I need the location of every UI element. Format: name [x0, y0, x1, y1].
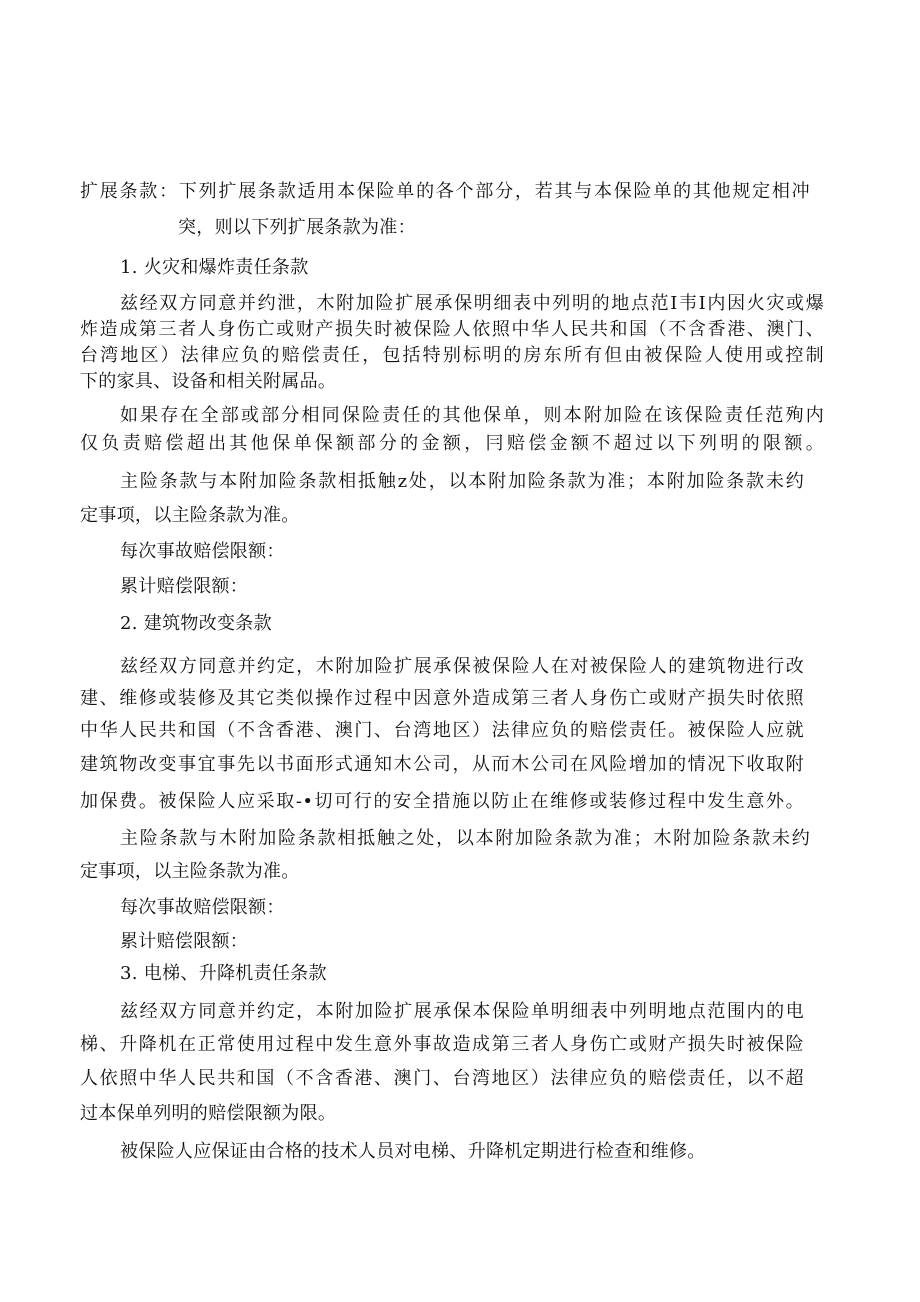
- limit-aggregate: 累计赔偿限额：: [120, 931, 249, 952]
- paragraph-line: 兹经双方同意并约泄，木附加险扩展承保明细表中列明的地点范I韦I内因火灾或爆: [120, 293, 824, 314]
- paragraph-line: 定事项，以主险条款为准。: [80, 505, 300, 526]
- paragraph-line: 加保费。被保险人应采取-•切可行的安全措施以防止在维修或装修过程中发生意外。: [80, 791, 804, 812]
- intro-line-1: 扩展条款：下列扩展条款适用本保险单的各个部分，若其与本保险单的其他规定相冲: [80, 181, 810, 202]
- intro-line-2: 突，则以下列扩展条款为准：: [178, 217, 416, 238]
- paragraph-line: 建筑物改变事宜事先以书面形式通知木公司，从而木公司在风险增加的情况下收取附: [80, 754, 804, 775]
- paragraph-line: 中华人民共和国（不含香港、澳门、台湾地区）法律应负的赔偿责任。被保险人应就: [80, 720, 804, 741]
- paragraph-line: 如果存在全部或部分相同保险责任的其他保单，则本附加险在该保险责任范殉内: [120, 405, 824, 426]
- paragraph-line: 兹经双方同意并约定，木附加险扩展承保被保险人在对被保险人的建筑物进行改: [120, 656, 804, 677]
- section-heading: 1. 火灾和爆炸责任条款: [120, 257, 309, 278]
- paragraph-line: 炸造成第三者人身伤亡或财产损失时被保险人依照中华人民共和国（不含香港、澳门、: [80, 319, 824, 340]
- paragraph-line: 主险条款与本附加险条款相抵触z处，以本附加险条款为准；本附加险条款未约: [120, 471, 804, 492]
- paragraph-line: 仅负责赔偿超出其他保单保额部分的金额，冃赔偿金额不超过以下列明的限额。: [80, 433, 824, 454]
- limit-per-incident: 每次事故赔偿限额：: [120, 897, 285, 918]
- paragraph-line: 兹经双方同意并约定，本附加险扩展承保本保险单明细表中列明地点范围内的电: [120, 1001, 804, 1022]
- section-heading: 3. 电梯、升降机责任条款: [120, 963, 327, 984]
- paragraph-line: 梯、升降机在正常使用过程中发生意外事故造成第三者人身伤亡或财产损失时被保险: [80, 1034, 804, 1055]
- paragraph-line: 台湾地区）法律应负的赔偿责任，包括特别标明的房东所有但由被保险人使用或控制: [80, 345, 824, 366]
- paragraph-line: 被保险人应保证由合格的技术人员对电梯、升降机定期进行检查和维修。: [120, 1141, 706, 1162]
- paragraph-line: 人依照中华人民共和国（不含香港、澳门、台湾地区）法律应负的赔偿责任，以不超: [80, 1068, 804, 1089]
- section-heading: 2. 建筑物改变条款: [120, 613, 272, 634]
- paragraph-line: 主险条款与木附加险条款相抵触之处，以本附加险条款为准；木附加险条款未约: [120, 828, 810, 849]
- paragraph-line: 下的家具、设备和相关附属品。: [80, 371, 337, 392]
- paragraph-line: 建、维修或装修及其它类似操作过程中因意外造成第三者人身伤亡或财产损失时依照: [80, 688, 804, 709]
- limit-per-incident: 每次事故赔偿限额：: [120, 541, 285, 562]
- paragraph-line: 过本保单列明的赔偿限额为限。: [80, 1103, 337, 1124]
- paragraph-line: 定事项，以主险条款为准。: [80, 861, 300, 882]
- limit-aggregate: 累计赔偿限额：: [120, 576, 249, 597]
